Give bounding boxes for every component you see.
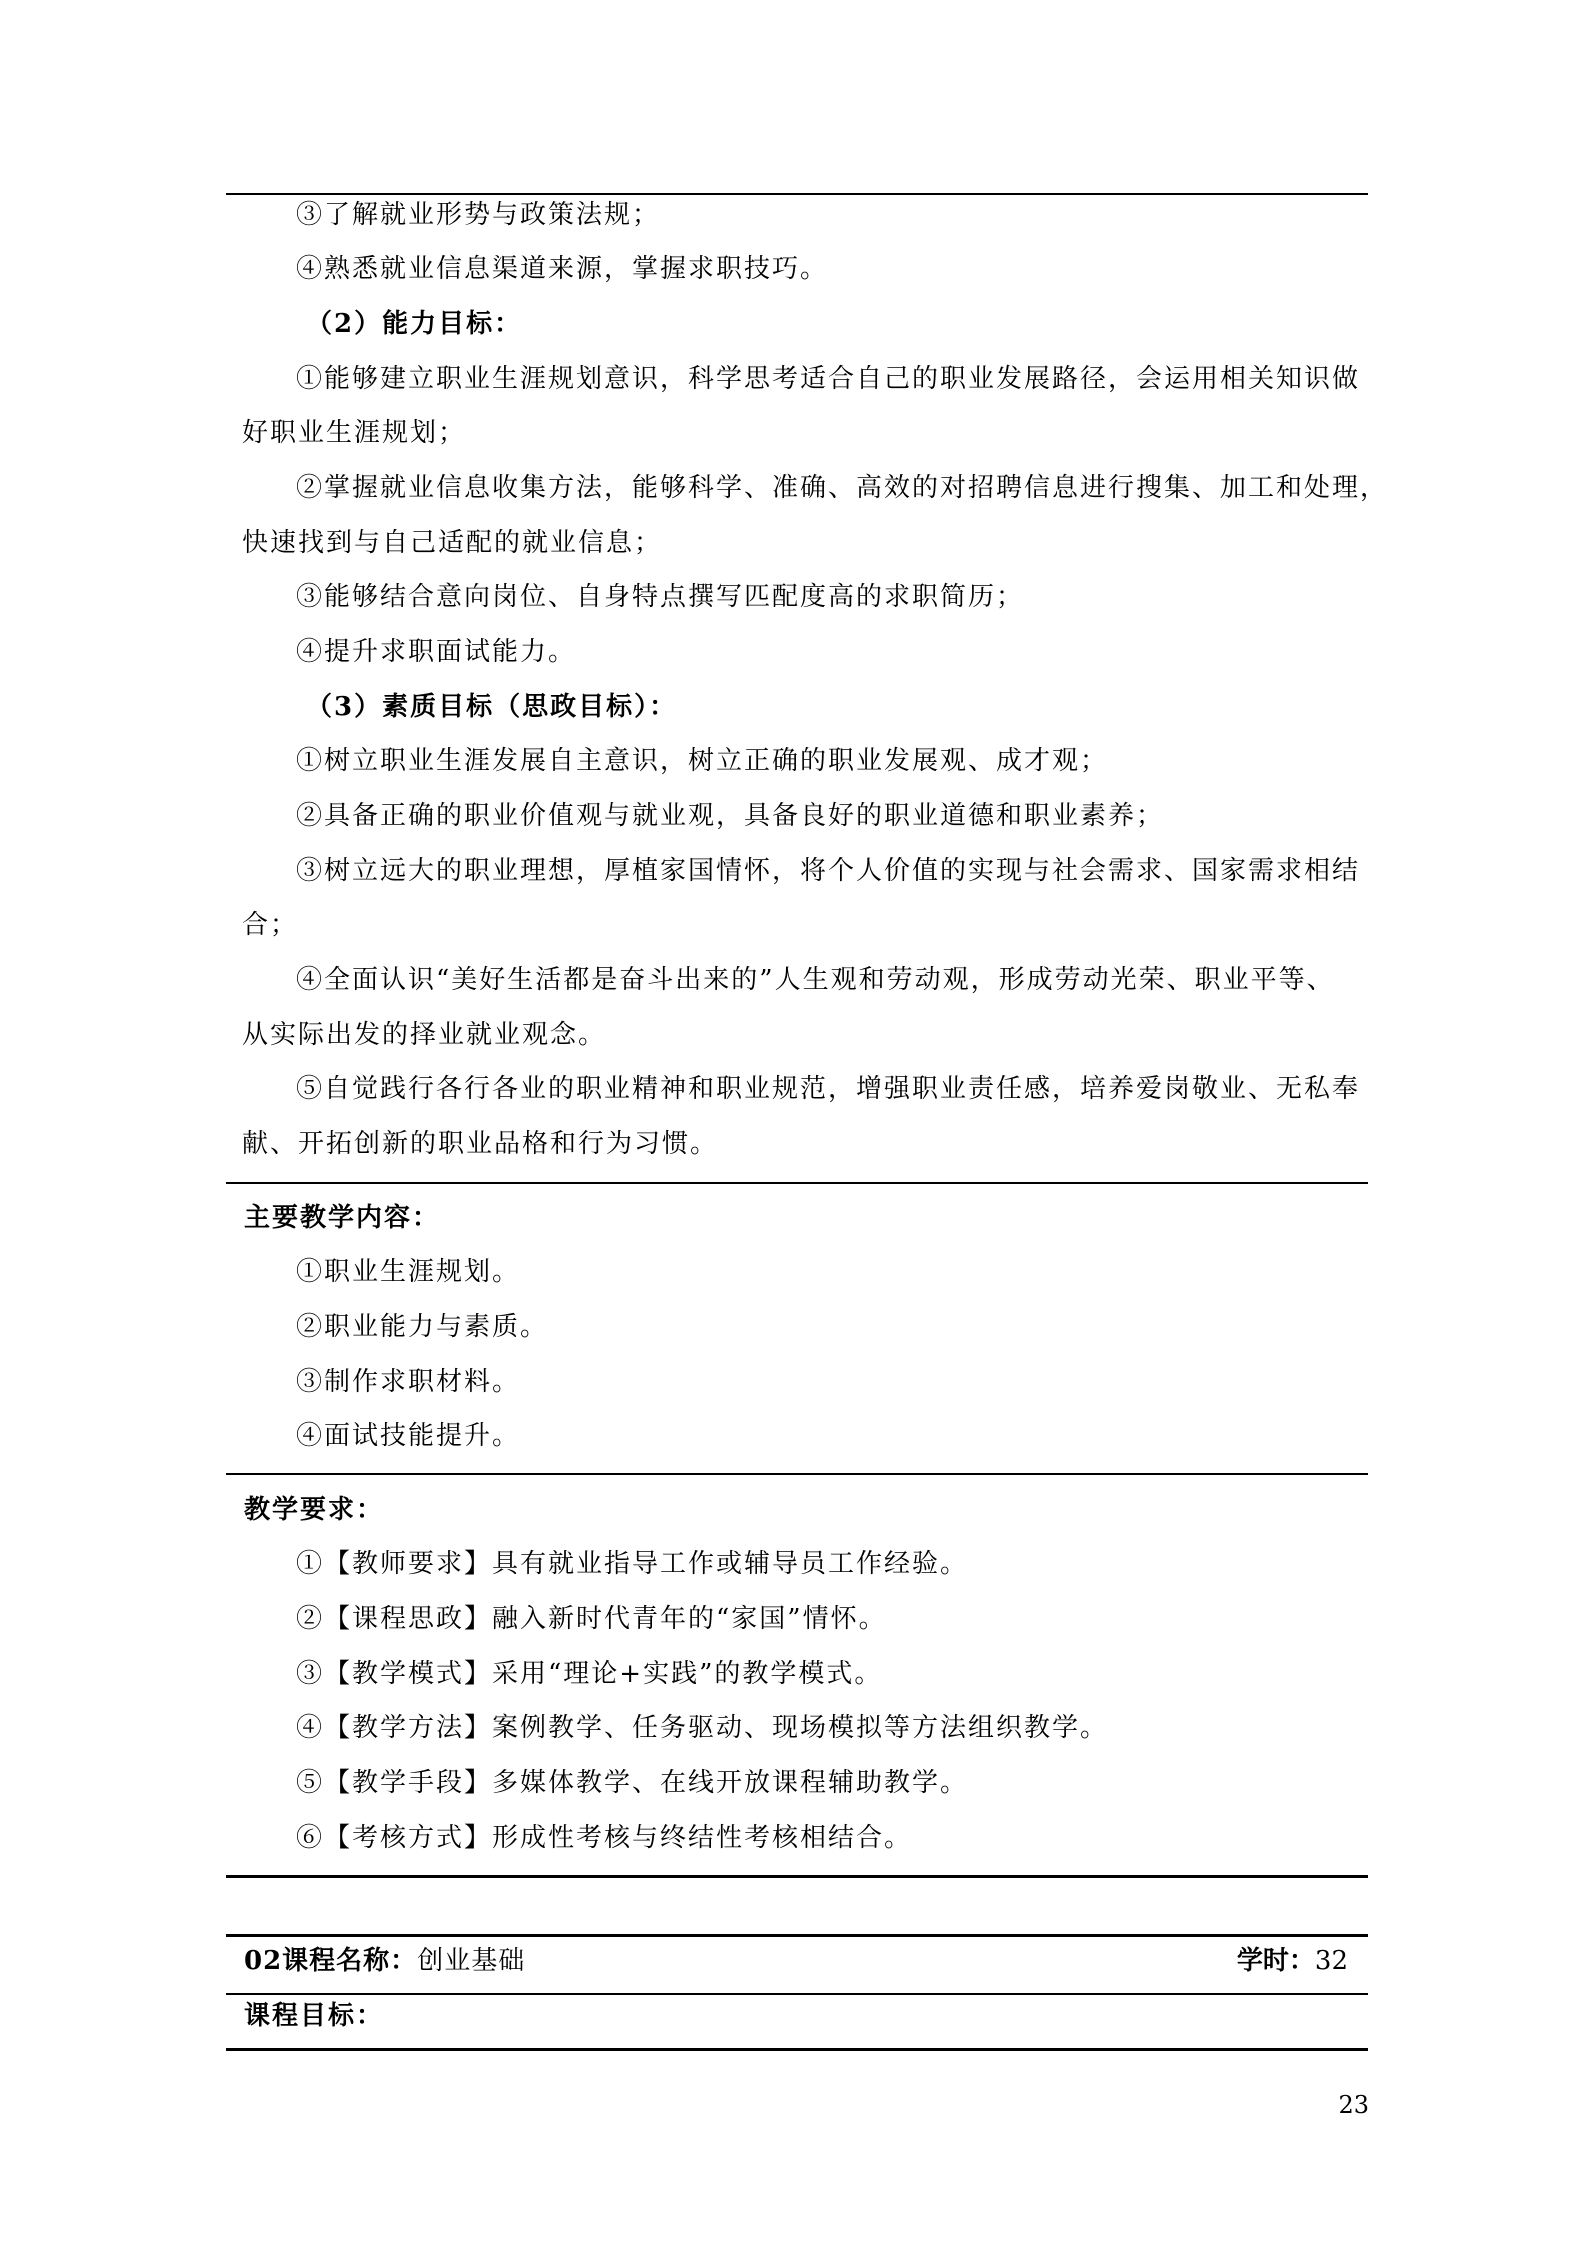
ability-item-4: ④提升求职面试能力。 (296, 637, 577, 667)
course02-name: 创业基础 (417, 1946, 526, 1976)
course02-hours-label: 学时： (1236, 1946, 1315, 1976)
knowledge-item-3: ③了解就业形势与政策法规； (296, 200, 661, 230)
course02-hours (1237, 1943, 1348, 1979)
section-rule-requirements (226, 1473, 1368, 1475)
ability-heading: （2）能力目标： (306, 309, 523, 339)
section-rule-content (226, 1182, 1368, 1184)
table-bottom-rule (226, 1875, 1368, 1878)
requirement-item-2: ②【课程思政】融入新时代青年的“家国”情怀。 (296, 1604, 887, 1634)
quality-heading: （3）素质目标（思政目标）： (306, 692, 678, 722)
course02-bottom-rule (226, 2048, 1368, 2051)
quality-item-2: ②具备正确的职业价值观与就业观，具备良好的职业道德和职业素养； (296, 801, 1165, 831)
ability-item-2-line2: 快速找到与自己适配的就业信息； (242, 528, 663, 558)
requirement-item-4: ④【教学方法】案例教学、任务驱动、现场模拟等方法组织教学。 (296, 1713, 1109, 1743)
course02-hours-value: 32 (1314, 1946, 1348, 1976)
content-item-2: ②职业能力与素质。 (296, 1312, 549, 1342)
quality-item-4-line1: ④全面认识“美好生活都是奋斗出来的”人生观和劳动观，形成劳动光荣、职业平等、 (296, 965, 1335, 995)
quality-item-5-line2: 献、开拓创新的职业品格和行为习惯。 (242, 1129, 719, 1159)
ability-item-2-line1: ②掌握就业信息收集方法，能够科学、准确、高效的对招聘信息进行搜集、加工和处理， (296, 473, 1389, 503)
course02-top-rule (226, 1934, 1368, 1937)
ability-item-1-line1: ①能够建立职业生涯规划意识，科学思考适合自己的职业发展路径，会运用相关知识做 (296, 364, 1361, 394)
quality-item-3-line2: 合； (242, 910, 299, 940)
quality-item-4-line2: 从实际出发的择业就业观念。 (242, 1020, 607, 1050)
course02-goal-heading: 课程目标： (244, 2001, 385, 2031)
content-item-3: ③制作求职材料。 (296, 1367, 521, 1397)
content-heading: 主要教学内容： (244, 1203, 441, 1233)
ability-item-3: ③能够结合意向岗位、自身特点撰写匹配度高的求职简历； (296, 582, 1025, 612)
quality-item-3-line1: ③树立远大的职业理想，厚植家国情怀，将个人价值的实现与社会需求、国家需求相结 (296, 856, 1361, 886)
requirements-heading: 教学要求： (244, 1495, 385, 1525)
content-item-1: ①职业生涯规划。 (296, 1257, 521, 1287)
content-item-4: ④面试技能提升。 (296, 1421, 521, 1451)
knowledge-item-4: ④熟悉就业信息渠道来源，掌握求职技巧。 (296, 254, 829, 284)
course02-label: 02课程名称： (244, 1946, 418, 1976)
table-top-rule (226, 193, 1368, 195)
ability-item-1-line2: 好职业生涯规划； (242, 418, 467, 448)
quality-item-5-line1: ⑤自觉践行各行各业的职业精神和职业规范，增强职业责任感，培养爱岗敬业、无私奉 (296, 1074, 1361, 1104)
requirement-item-6: ⑥【考核方式】形成性考核与终结性考核相结合。 (296, 1823, 913, 1853)
course02-title (244, 1943, 525, 1979)
requirement-item-5: ⑤【教学手段】多媒体教学、在线开放课程辅助教学。 (296, 1768, 969, 1798)
requirement-item-3: ③【教学模式】采用“理论+实践”的教学模式。 (296, 1659, 883, 1689)
course02-mid-rule (226, 1993, 1368, 1995)
quality-item-1: ①树立职业生涯发展自主意识，树立正确的职业发展观、成才观； (296, 746, 1109, 776)
page-number: 23 (1338, 2091, 1369, 2119)
requirement-item-1: ①【教师要求】具有就业指导工作或辅导员工作经验。 (296, 1549, 969, 1579)
